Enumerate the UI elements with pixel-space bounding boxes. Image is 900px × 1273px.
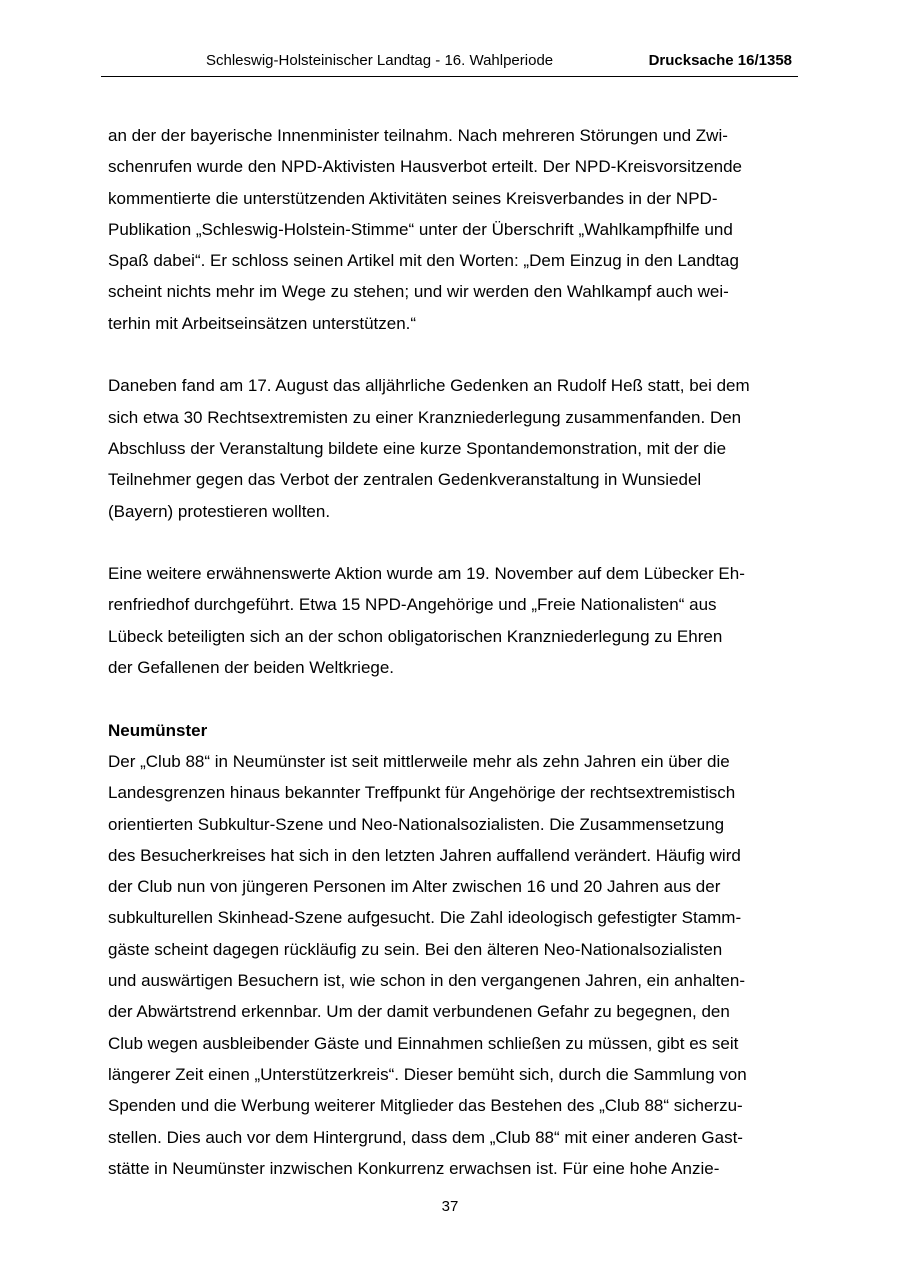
paragraph-spacer [108,683,808,714]
text-line: sich etwa 30 Rechtsextremisten zu einer Kranzniederlegung zusammenfanden. Den [108,407,742,427]
text-line: Lübeck beteiligten sich an der schon obligatorischen Kranzniederlegung zu Ehren [108,626,723,646]
text-line: Publikation „Schleswig-Holstein-Stimme“ unter der Überschrift „Wahlkampfhilfe und [108,219,733,239]
document-body [108,120,808,1184]
text-line: an der der bayerische Innenminister teilnahm. Nach mehreren Störungen und Zwi- [108,126,728,145]
paragraph-3 [108,558,808,683]
paragraph-spacer [108,339,808,370]
text-line: terhin mit Arbeitseinsätzen unterstützen.“ [108,313,417,333]
text-line: subkulturellen Skinhead-Szene aufgesucht. Die Zahl ideologisch gefestigter Stamm- [108,908,742,928]
text-line: Abschluss der Veranstaltung bildete eine kurze Spontandemonstration, mit der die [108,438,727,458]
text-line: kommentierte die unterstützenden Aktivitäten seines Kreisverbandes in der NPD- [108,188,718,208]
text-line: Der „Club 88“ in Neumünster ist seit mittlerweile mehr als zehn Jahren ein über die [108,751,730,771]
text-line: schenrufen wurde den NPD-Aktivisten Hausverbot erteilt. Der NPD-Kreisvorsitzende [108,157,742,177]
paragraph-1 [108,120,808,339]
paragraph-spacer [108,527,808,558]
section-paragraph [108,746,808,1184]
text-line: orientierten Subkultur-Szene und Neo-Nationalsozialisten. Die Zusammensetzung [108,814,725,834]
text-line: gäste scheint dagegen rückläufig zu sein. Bei den älteren Neo-Nationalsozialisten [108,939,723,959]
text-line: des Besucherkreises hat sich in den letzten Jahren auffallend verändert. Häufig wird [108,845,741,865]
header-doc-number: Drucksache 16/1358 [648,52,792,69]
text-line: Club wegen ausbleibender Gäste und Einnahmen schließen zu müssen, gibt es seit [108,1033,739,1053]
text-line: der Club nun von jüngeren Personen im Alter zwischen 16 und 20 Jahren aus der [108,877,721,897]
section-neumuenster [108,715,808,1184]
text-line: stellen. Dies auch vor dem Hintergrund, dass dem „Club 88“ mit einer anderen Gast- [108,1127,743,1147]
text-line: Landesgrenzen hinaus bekannter Treffpunkt für Angehörige der rechtsextremistisch [108,783,736,803]
text-line: Daneben fand am 17. August das alljährliche Gedenken an Rudolf Heß statt, bei dem [108,376,750,396]
text-line: (Bayern) protestieren wollten. [108,501,331,521]
text-line: Spaß dabei“. Er schloss seinen Artikel mit den Worten: „Dem Einzug in den Landtag [108,251,739,271]
page-number: 37 [441,1198,459,1215]
text-line: Spenden und die Werbung weiterer Mitglieder das Bestehen des „Club 88“ sicherzu- [108,1096,743,1116]
text-line: und auswärtigen Besuchern ist, wie schon in den vergangenen Jahren, ein anhalten- [108,971,745,991]
text-line: scheint nichts mehr im Wege zu stehen; und wir werden den Wahlkampf auch wei- [108,282,729,302]
text-line: Teilnehmer gegen das Verbot der zentralen Gedenkveranstaltung in Wunsiedel [108,470,702,490]
paragraph-2 [108,370,808,526]
header-title: Schleswig-Holsteinischer Landtag - 16. Wahlperiode [206,52,554,69]
text-line: renfriedhof durchgeführt. Etwa 15 NPD-Angehörige und „Freie Nationalisten“ aus [108,595,717,615]
page-header [101,52,798,77]
section-heading: Neumünster [108,720,208,740]
text-line: stätte in Neumünster inzwischen Konkurrenz erwachsen ist. Für eine hohe Anzie- [108,1158,720,1178]
text-line: Eine weitere erwähnenswerte Aktion wurde am 19. November auf dem Lübecker Eh- [108,564,745,584]
text-line: längerer Zeit einen „Unterstützerkreis“. Dieser bemüht sich, durch die Sammlung von [108,1064,747,1084]
text-line: der Gefallenen der beiden Weltkriege. [108,658,395,678]
text-line: der Abwärtstrend erkennbar. Um der damit verbundenen Gefahr zu begegnen, den [108,1002,730,1022]
